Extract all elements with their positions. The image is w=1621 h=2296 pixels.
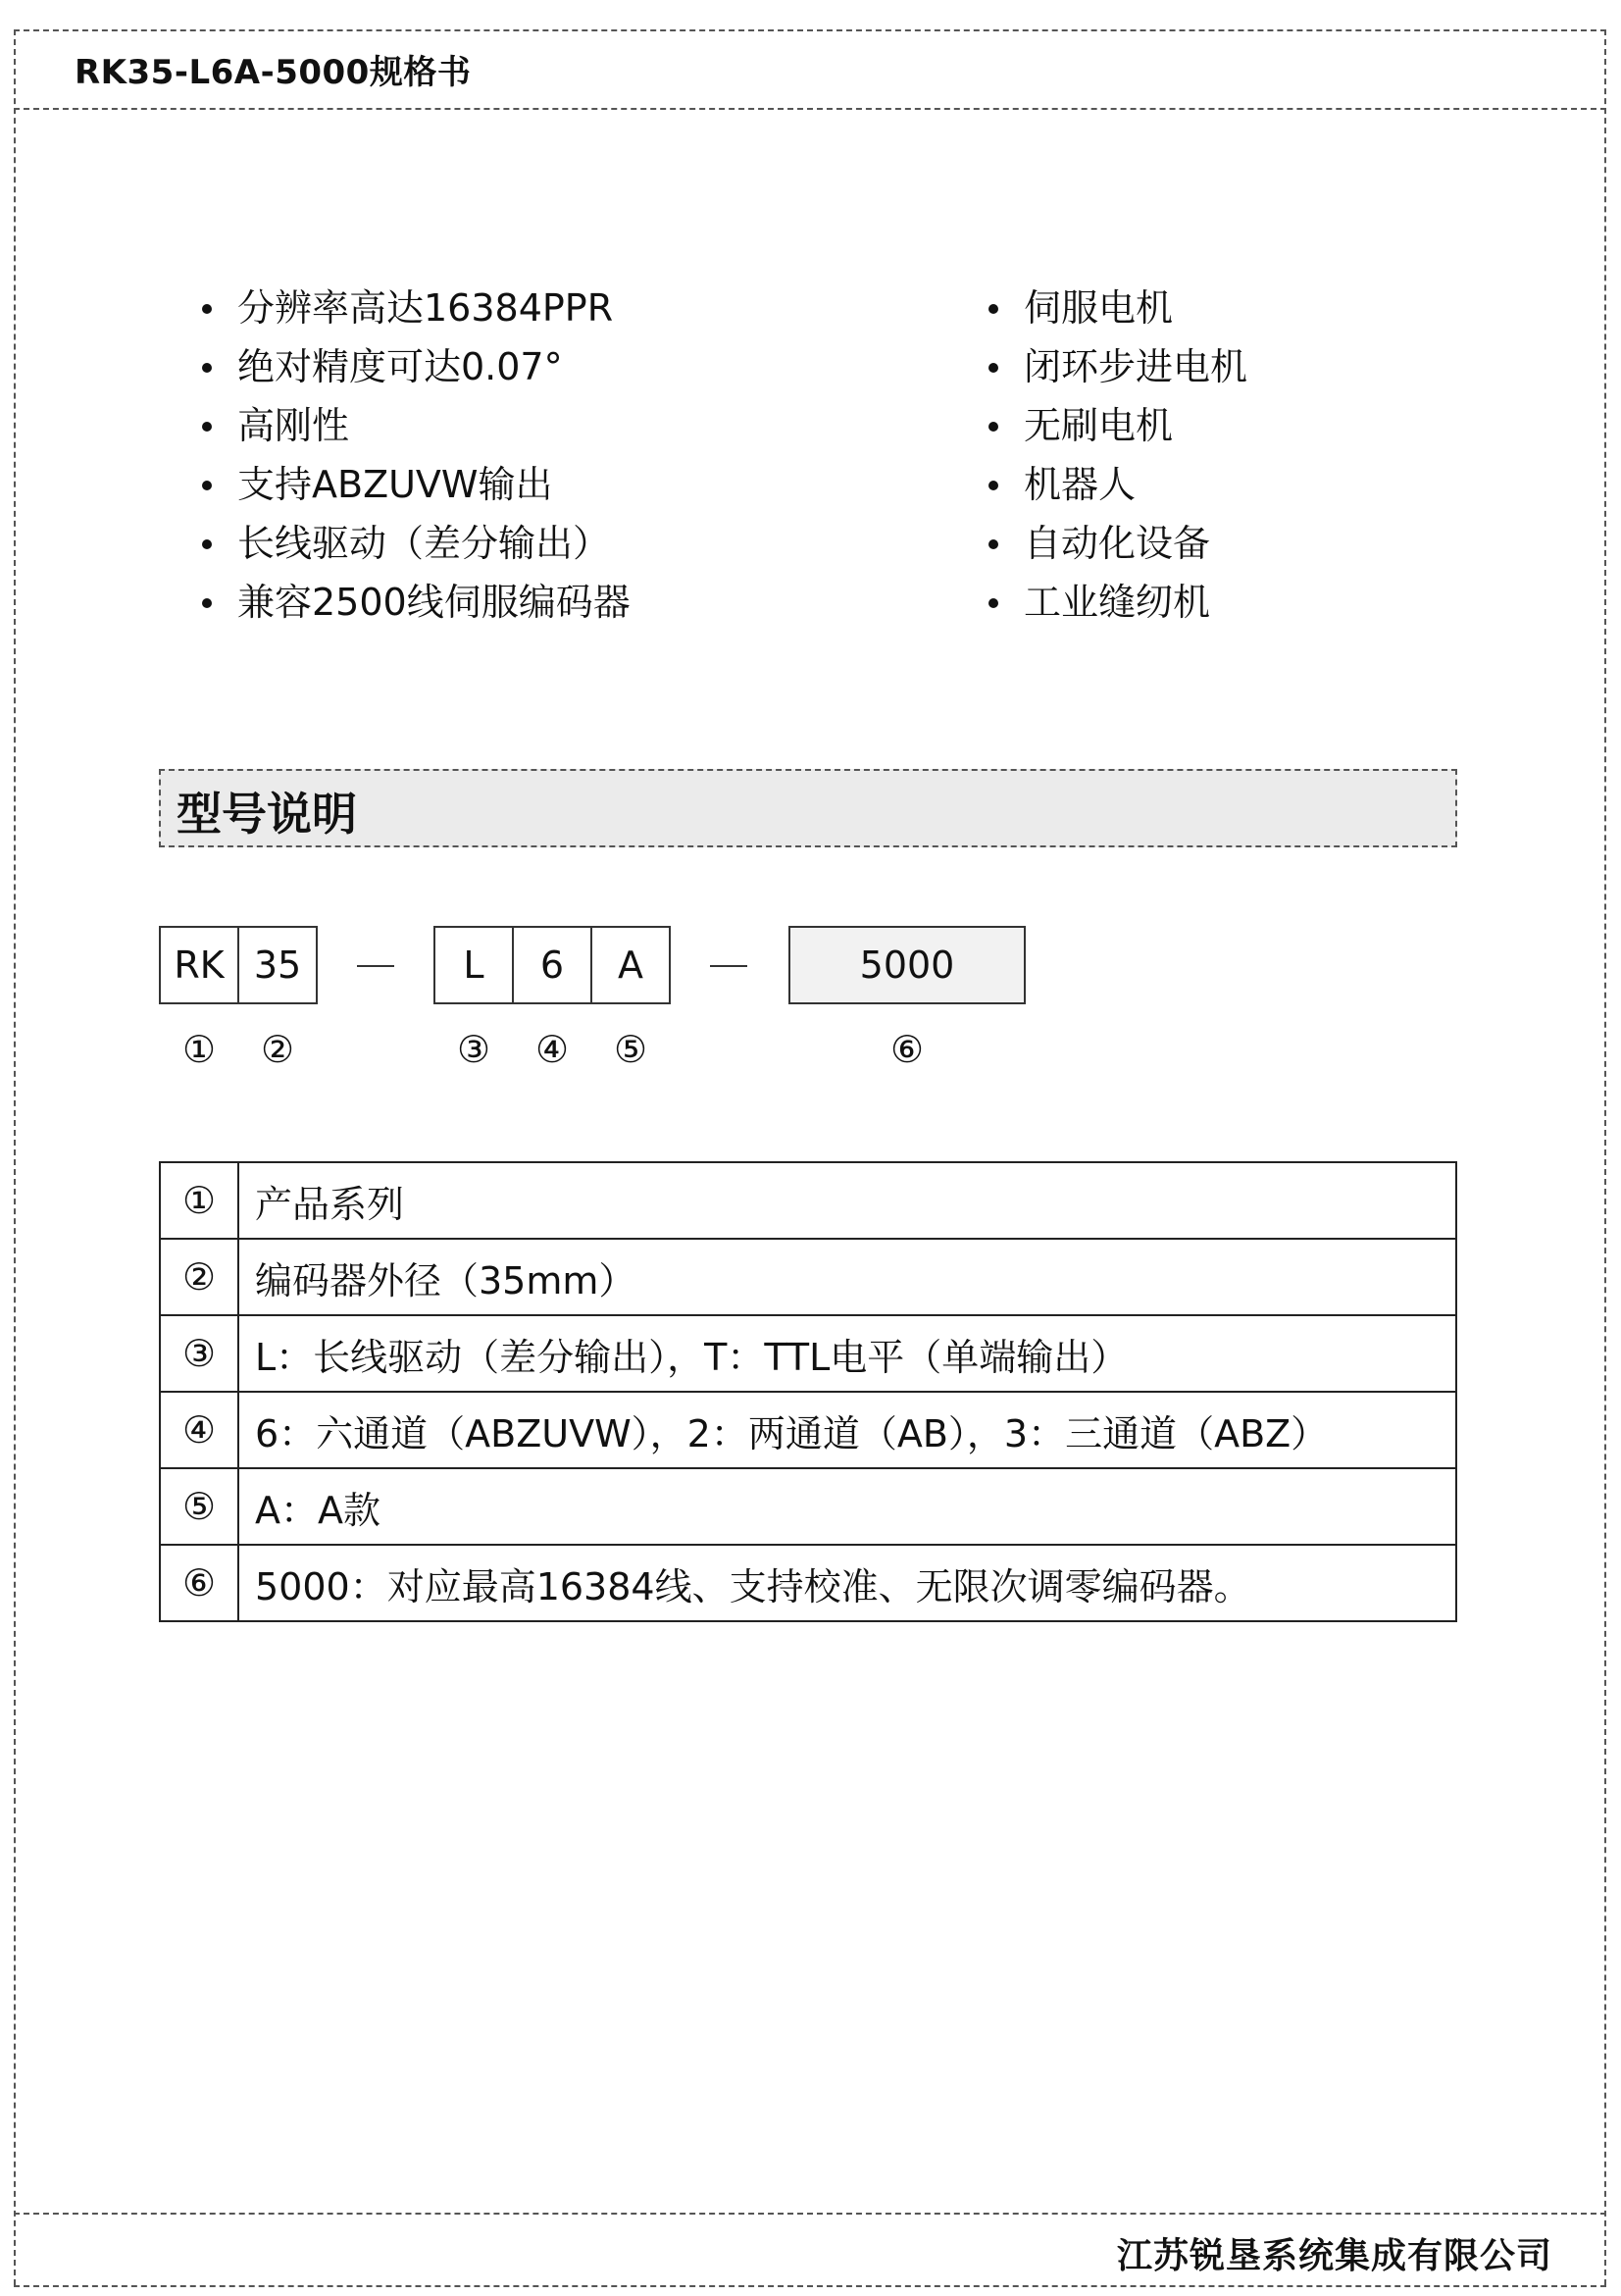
code-separator [710, 965, 747, 967]
application-list [985, 279, 1247, 632]
code-part-diameter: 35 [237, 926, 318, 1004]
section-title: 型号说明 [177, 788, 357, 841]
row-description: A：A款 [238, 1468, 1456, 1545]
bullet-icon [202, 422, 212, 432]
table-row [160, 1545, 1456, 1621]
section-header [159, 769, 1457, 847]
application-item [985, 337, 1247, 396]
row-number: ③ [160, 1315, 238, 1392]
bullet-icon [988, 422, 998, 432]
feature-text: 兼容2500线伺服编码器 [237, 581, 631, 624]
bullet-icon [988, 539, 998, 549]
bullet-icon [202, 598, 212, 608]
code-label: ② [260, 1028, 295, 1071]
application-item [985, 455, 1247, 514]
code-part-channels: 6 [512, 926, 592, 1004]
application-item [985, 514, 1247, 573]
feature-text: 长线驱动（差分输出） [237, 522, 611, 565]
code-part-series: RK [159, 926, 239, 1004]
code-separator [357, 965, 394, 967]
application-text: 闭环步进电机 [1024, 345, 1248, 388]
row-number: ⑥ [160, 1545, 238, 1621]
bullet-icon [988, 304, 998, 314]
table-row [160, 1468, 1456, 1545]
code-part-output: L [433, 926, 514, 1004]
feature-item [198, 279, 631, 337]
table-row [160, 1392, 1456, 1468]
row-number: ④ [160, 1392, 238, 1468]
feature-item [198, 573, 631, 632]
code-label: ⑤ [613, 1028, 648, 1071]
feature-text: 绝对精度可达0.07° [237, 345, 563, 388]
application-item [985, 396, 1247, 455]
code-part-resolution: 5000 [788, 926, 1026, 1004]
feature-text: 支持ABZUVW输出 [237, 463, 553, 506]
bullet-icon [202, 304, 212, 314]
row-description: 编码器外径（35mm） [238, 1239, 1456, 1315]
application-item [985, 573, 1247, 632]
company-name: 江苏锐垦系统集成有限公司 [1116, 2236, 1552, 2276]
feature-text: 高刚性 [237, 404, 350, 447]
row-description: L：长线驱动（差分输出），T：TTL电平（单端输出） [238, 1315, 1456, 1392]
header-top-rule [14, 29, 1606, 31]
table-row [160, 1162, 1456, 1239]
spec-table [159, 1161, 1457, 1622]
bullet-icon [988, 363, 998, 373]
application-text: 机器人 [1024, 463, 1137, 506]
bullet-icon [988, 481, 998, 490]
application-text: 自动化设备 [1024, 522, 1211, 565]
feature-item [198, 396, 631, 455]
feature-item [198, 455, 631, 514]
row-description: 产品系列 [238, 1162, 1456, 1239]
code-label: ③ [456, 1028, 491, 1071]
feature-item [198, 514, 631, 573]
application-text: 伺服电机 [1024, 286, 1174, 330]
code-part-version: A [590, 926, 671, 1004]
code-label: ① [181, 1028, 217, 1071]
row-number: ⑤ [160, 1468, 238, 1545]
row-description: 6：六通道（ABZUVW），2：两通道（AB），3：三通道（ABZ） [238, 1392, 1456, 1468]
footer-top-rule [14, 2213, 1606, 2215]
feature-text: 分辨率高达16384PPR [237, 286, 614, 330]
application-text: 工业缝纫机 [1024, 581, 1211, 624]
feature-item [198, 337, 631, 396]
feature-list [198, 279, 631, 632]
code-label: ⑥ [889, 1028, 925, 1071]
table-row [160, 1239, 1456, 1315]
bullet-icon [202, 481, 212, 490]
row-number: ② [160, 1239, 238, 1315]
row-number: ① [160, 1162, 238, 1239]
application-item [985, 279, 1247, 337]
code-label: ④ [534, 1028, 570, 1071]
footer-bottom-rule [14, 2285, 1606, 2287]
bullet-icon [202, 539, 212, 549]
bullet-icon [202, 363, 212, 373]
table-row [160, 1315, 1456, 1392]
header-bottom-rule [14, 108, 1606, 110]
application-text: 无刷电机 [1024, 404, 1174, 447]
row-description: 5000：对应最高16384线、支持校准、无限次调零编码器。 [238, 1545, 1456, 1621]
document-title: RK35-L6A-5000规格书 [75, 53, 472, 92]
bullet-icon [988, 598, 998, 608]
